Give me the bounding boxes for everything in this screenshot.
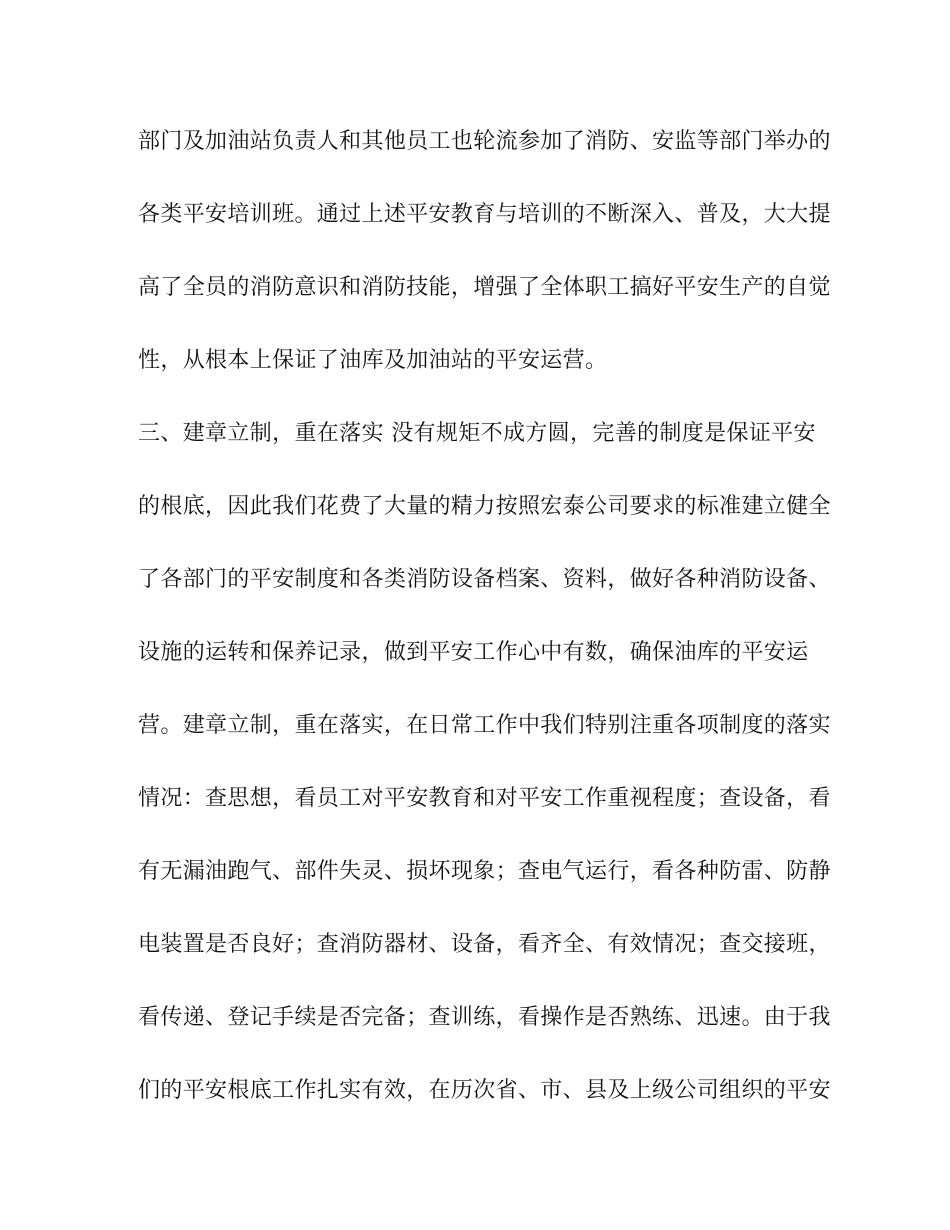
text-line: 各类平安培训班。通过上述平安教育与培训的不断深入、普及，大大提 [138,202,831,227]
text-line: 营。建章立制，重在落实，在日常工作中我们特别注重各项制度的落实 [138,713,831,738]
text-line: 有无漏油跑气、部件失灵、损坏现象；查电气运行，看各种防雷、防静 [138,859,831,884]
text-line: 高了全员的消防意识和消防技能，增强了全体职工搞好平安生产的自觉 [138,275,831,300]
text-line: 了各部门的平安制度和各类消防设备档案、资料，做好各种消防设备、 [138,567,831,592]
text-line: 性，从根本上保证了油库及加油站的平安运营。 [138,348,608,373]
text-line: 的根底，因此我们花费了大量的精力按照宏泰公司要求的标准建立健全 [138,494,831,519]
text-line: 设施的运转和保养记录，做到平安工作心中有数，确保油库的平安运 [138,640,809,665]
section-heading-line: 三、建章立制，重在落实 没有规矩不成方圆，完善的制度是保证平安 [138,421,816,446]
text-line: 情况：查思想，看员工对平安教育和对平安工作重视程度；查设备，看 [138,786,831,811]
text-line: 看传递、登记手续是否完备；查训练，看操作是否熟练、迅速。由于我 [138,1005,831,1030]
text-line: 们的平安根底工作扎实有效，在历次省、市、县及上级公司组织的平安 [138,1078,831,1103]
text-line: 电装置是否良好；查消防器材、设备，看齐全、有效情况；查交接班， [138,932,831,957]
text-line: 部门及加油站负责人和其他员工也轮流参加了消防、安监等部门举办的 [138,129,831,154]
